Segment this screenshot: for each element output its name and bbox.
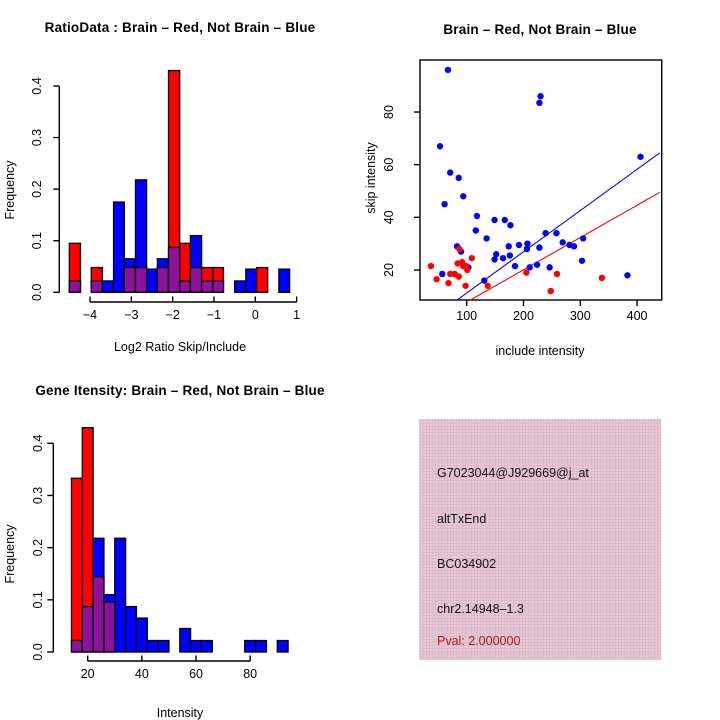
point-red [485, 283, 491, 289]
svg-text:20: 20 [80, 667, 95, 681]
svg-text:1: 1 [293, 308, 301, 322]
point-blue [624, 272, 630, 278]
hist-bar-red [257, 268, 268, 293]
point-blue [580, 235, 586, 241]
point-red [445, 280, 451, 286]
svg-text:0.4: 0.4 [31, 434, 45, 452]
point-red [464, 267, 470, 273]
hist-bar-overlap [213, 281, 224, 292]
histogram-bars [71, 428, 288, 652]
hist-bar-blue [158, 641, 169, 652]
svg-text:40: 40 [134, 667, 149, 681]
svg-text:0.0: 0.0 [30, 283, 44, 301]
gene-hist-xlabel: Intensity [156, 706, 204, 720]
hist-bar-overlap [91, 281, 102, 292]
svg-text:200: 200 [513, 309, 534, 323]
gene-hist-plot [0, 360, 360, 720]
point-blue [507, 222, 513, 228]
hist-bar-overlap [124, 268, 135, 293]
point-red [469, 255, 475, 261]
hist-bar-overlap [169, 247, 180, 292]
point-blue [512, 263, 518, 269]
point-blue [579, 258, 585, 264]
point-blue [437, 143, 443, 149]
y-axis [30, 77, 59, 301]
hist-bar-blue [256, 641, 267, 652]
point-red [433, 276, 439, 282]
svg-text:20: 20 [382, 263, 396, 277]
info-accession: BC034902 [437, 557, 497, 571]
scatter-ylabel: skip intensity [364, 142, 378, 214]
scatter-xlabel: include intensity [495, 344, 585, 358]
hist-bar-blue [147, 641, 158, 652]
point-red [462, 283, 468, 289]
panel-ratio-histogram [0, 0, 360, 360]
hist-bar-overlap [202, 281, 213, 292]
blue-regression-line [457, 153, 660, 300]
ratio-hist-title: RatioData : Brain – Red, Not Brain – Blue [44, 20, 316, 35]
hist-bar-overlap [104, 602, 115, 652]
scatter-title: Brain – Red, Not Brain – Blue [443, 22, 637, 37]
red-regression-line [470, 192, 659, 300]
point-blue [536, 100, 542, 106]
point-blue [516, 242, 522, 248]
point-blue [473, 227, 479, 233]
point-blue [542, 230, 548, 236]
point-blue [447, 169, 453, 175]
point-blue [507, 252, 513, 258]
svg-text:−1: −1 [206, 308, 222, 322]
point-blue [460, 193, 466, 199]
point-blue [536, 244, 542, 250]
x-axis [83, 297, 300, 323]
point-blue [474, 213, 480, 219]
y-axis [382, 105, 420, 277]
svg-text:60: 60 [189, 667, 203, 681]
hist-bar-overlap [180, 281, 191, 292]
point-red [599, 275, 605, 281]
svg-text:0.2: 0.2 [31, 538, 45, 557]
svg-text:100: 100 [456, 309, 478, 323]
hist-bar-red [71, 478, 82, 652]
hist-bar-overlap [71, 641, 82, 652]
point-red [456, 246, 462, 252]
info-probe-id: G7023044@J929669@j_at [437, 466, 589, 480]
svg-text:40: 40 [382, 210, 396, 225]
point-blue [524, 246, 530, 252]
point-blue [527, 264, 533, 270]
svg-text:−2: −2 [165, 308, 180, 322]
point-blue [537, 93, 543, 99]
point-blue [506, 243, 512, 249]
hist-bar-overlap [93, 577, 104, 652]
info-event-type: altTxEnd [437, 512, 487, 526]
svg-text:60: 60 [382, 157, 396, 172]
point-red [523, 269, 529, 275]
point-blue [637, 154, 643, 160]
svg-text:0.2: 0.2 [30, 180, 44, 198]
panel-info [360, 360, 720, 720]
point-blue [445, 67, 451, 73]
point-red [548, 288, 554, 294]
point-blue [559, 239, 565, 245]
point-red [428, 263, 434, 269]
y-axis [31, 435, 53, 661]
hist-bar-blue [102, 281, 113, 292]
fit-lines [457, 153, 660, 300]
point-blue [493, 251, 499, 257]
hist-bar-blue [191, 641, 202, 652]
point-red [554, 271, 560, 277]
svg-text:−3: −3 [124, 308, 139, 322]
svg-text:−4: −4 [82, 308, 98, 322]
svg-text:0.4: 0.4 [30, 77, 44, 95]
x-axis [456, 300, 647, 323]
ratio-hist-xlabel: Log2 Ratio Skip/Include [113, 340, 247, 354]
point-blue [441, 201, 447, 207]
hist-bar-blue [147, 269, 158, 292]
hist-bar-blue [115, 538, 126, 652]
ratio-hist-ylabel: Frequency [3, 160, 17, 220]
point-blue [500, 255, 506, 261]
hist-bar-blue [126, 607, 137, 652]
info-pval: Pval: 2.000000 [437, 634, 521, 648]
hist-bar-blue [235, 281, 246, 292]
hist-bar-overlap [157, 268, 168, 293]
hist-bar-overlap [135, 268, 146, 293]
hist-bar-blue [180, 629, 191, 652]
hist-bar-overlap [190, 268, 201, 293]
point-blue [546, 264, 552, 270]
data-points [428, 67, 644, 295]
svg-text:0.1: 0.1 [30, 232, 44, 250]
hist-bar-overlap [82, 607, 93, 652]
hist-bar-blue [114, 202, 125, 292]
panel-gene-histogram [0, 360, 360, 720]
svg-text:0.3: 0.3 [30, 128, 44, 147]
point-blue [553, 230, 559, 236]
point-blue [481, 277, 487, 283]
svg-text:80: 80 [243, 667, 258, 681]
ratio-hist-plot [0, 0, 360, 360]
point-blue [534, 262, 540, 268]
hist-bar-blue [245, 641, 256, 652]
point-blue [571, 243, 577, 249]
svg-text:400: 400 [626, 309, 648, 323]
svg-text:0.3: 0.3 [31, 486, 45, 505]
hist-bar-blue [246, 269, 257, 292]
hist-bar-blue [277, 641, 288, 652]
point-blue [439, 271, 445, 277]
point-blue [491, 217, 497, 223]
svg-text:80: 80 [382, 105, 396, 119]
hist-bar-blue [136, 618, 147, 652]
gene-hist-ylabel: Frequency [3, 524, 17, 584]
histogram-bars [69, 71, 289, 293]
point-blue [483, 235, 489, 241]
x-axis [81, 656, 257, 682]
svg-text:0: 0 [251, 308, 259, 322]
point-blue [502, 217, 508, 223]
info-locus: chr2.14948–1.3 [437, 602, 524, 616]
svg-text:0.1: 0.1 [31, 591, 45, 609]
svg-text:0.0: 0.0 [31, 643, 45, 661]
svg-text:300: 300 [569, 309, 591, 323]
point-red [456, 273, 462, 279]
hist-bar-blue [279, 269, 290, 292]
panel-intensity-scatter [360, 0, 720, 360]
hist-bar-blue [201, 641, 212, 652]
info-box [419, 419, 661, 660]
gene-hist-title: Gene Itensity: Brain – Red, Not Brain – Blue [35, 383, 325, 398]
scatter-plot [360, 0, 720, 360]
hist-bar-overlap [69, 281, 80, 292]
point-blue [456, 175, 462, 181]
